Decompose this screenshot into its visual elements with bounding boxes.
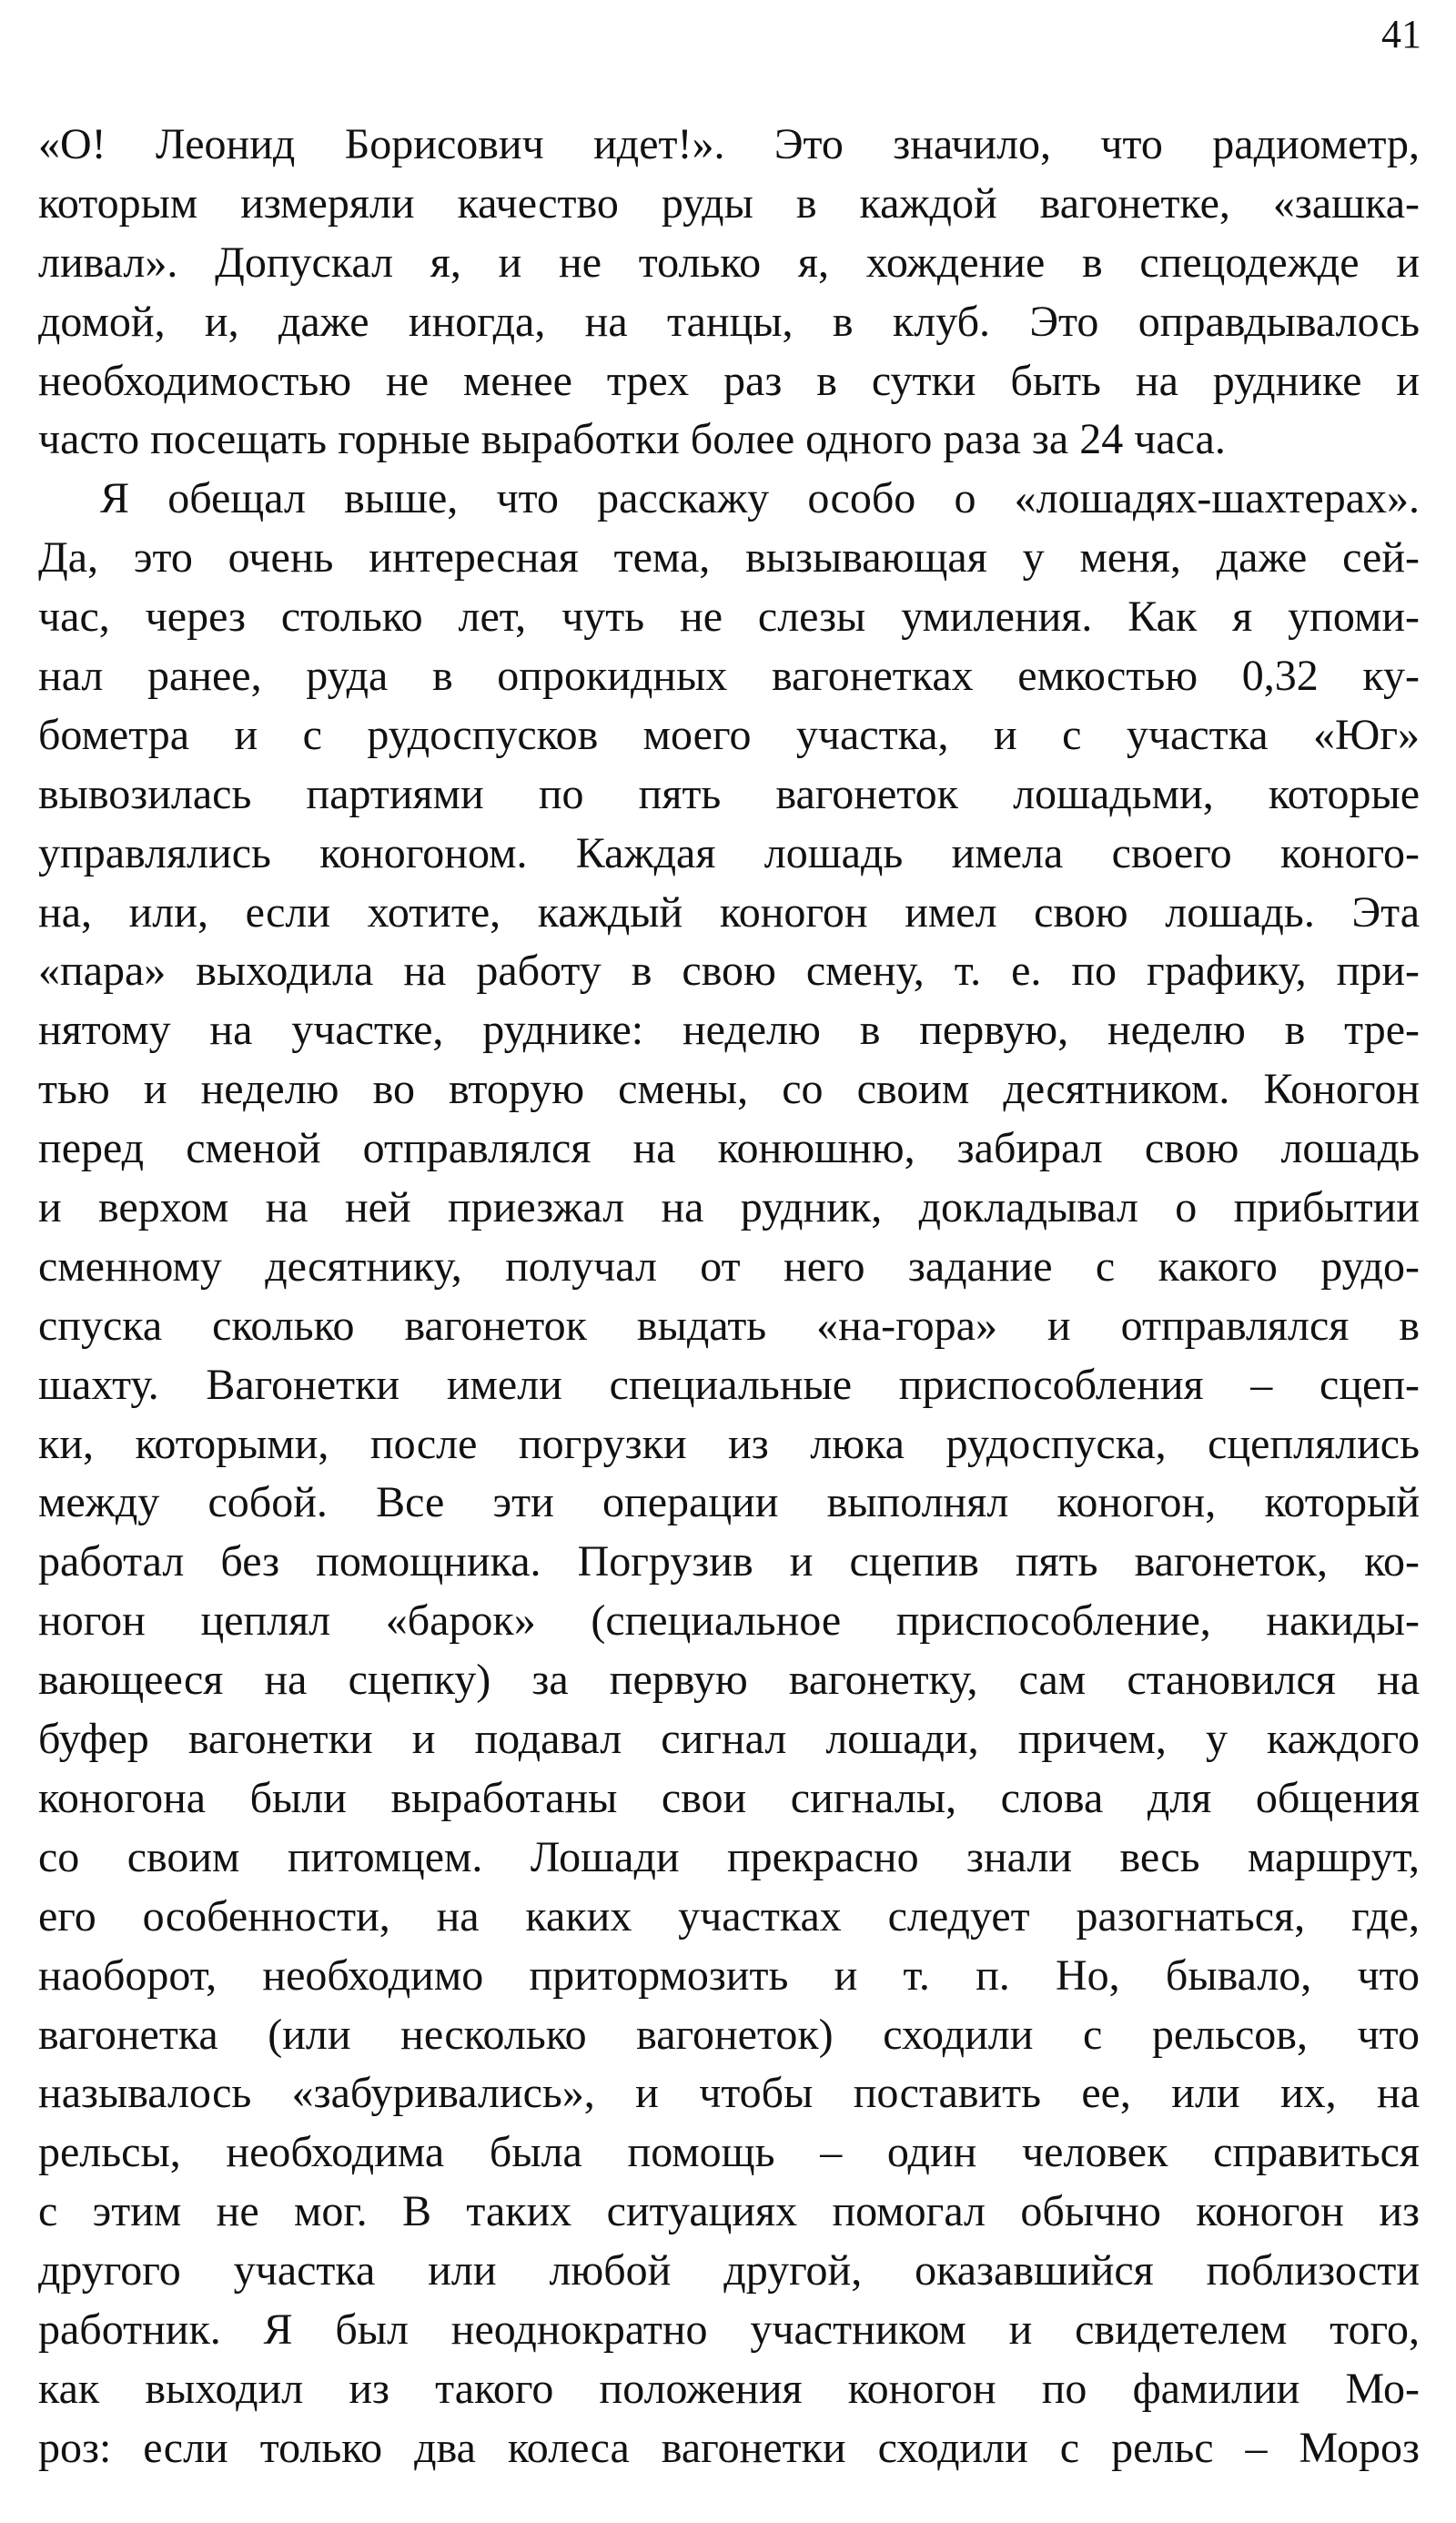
text-line: «О! Леонид Борисович идет!». Это значило, что радиометр, xyxy=(38,120,1420,168)
text-line: шахту. Вагонетки имели специальные приспособления – сцеп- xyxy=(38,1360,1420,1409)
text-line: его особенности, на каких участках следует разогнаться, где, xyxy=(38,1891,1420,1940)
text-line: тью и неделю во вторую смены, со своим десятником. Коногон xyxy=(38,1065,1420,1114)
text-line: вагонетка (или несколько вагонеток) сходили с рельсов, что xyxy=(38,2010,1420,2059)
text-line: которым измеряли качество руды в каждой вагонетке, «зашка- xyxy=(38,178,1420,228)
text-line: вывозилась партиями по пять вагонеток лошадьми, которые xyxy=(38,769,1420,818)
text-line: между собой. Все эти операции выполнял коногон, который xyxy=(38,1478,1420,1527)
text-line: с этим не мог. В таких ситуациях помогал обычно коногон из xyxy=(38,2187,1420,2236)
text-line: работник. Я был неоднократно участником и свидетелем того, xyxy=(38,2305,1420,2354)
text-line: работал без помощника. Погрузив и сцепив пять вагонеток, ко- xyxy=(38,1537,1420,1586)
text-line: и верхом на ней приезжал на рудник, докладывал о прибытии xyxy=(38,1183,1420,1232)
text-line: часто посещать горные выработки более одного раза за 24 часа. xyxy=(38,415,1226,464)
text-line: бометра и с рудоспусков моего участка, и с участка «Юг» xyxy=(38,710,1420,759)
text-line: буфер вагонетки и подавал сигнал лошади, причем, у каждого xyxy=(38,1715,1420,1764)
text-line: домой, и, даже иногда, на танцы, в клуб. Это оправдывалось xyxy=(38,297,1420,346)
text-line: коногона были выработаны свои сигналы, слова для общения xyxy=(38,1773,1420,1822)
text-line: роз: если только два колеса вагонетки сходили с рельс – Мороз xyxy=(38,2423,1420,2472)
text-line: как выходил из такого положения коногон по фамилии Мо- xyxy=(38,2364,1420,2413)
text-line: «пара» выходила на работу в свою смену, т. е. по графику, при- xyxy=(38,947,1420,996)
page-number: 41 xyxy=(1381,12,1421,56)
text-line: на, или, если хотите, каждый коногон имел свою лошадь. Эта xyxy=(38,887,1420,937)
text-line: Я обещал выше, что расскажу особо о «лошадях-шахтерах». xyxy=(100,474,1420,523)
text-line: нал ранее, руда в опрокидных вагонетках емкостью 0,32 ку- xyxy=(38,652,1420,701)
text-line: Да, это очень интересная тема, вызывающая у меня, даже сей- xyxy=(38,533,1420,583)
text-line: ливал». Допускал я, и не только я, хождение в спецодежде и xyxy=(38,238,1420,287)
text-line: перед сменой отправлялся на конюшню, забирал свою лошадь xyxy=(38,1124,1420,1173)
text-line: рельсы, необходима была помощь – один человек справиться xyxy=(38,2128,1420,2177)
text-line: со своим питомцем. Лошади прекрасно знали весь маршрут, xyxy=(38,1832,1420,1881)
text-line: необходимостью не менее трех раз в сутки быть на руднике и xyxy=(38,356,1420,405)
text-line: другого участка или любой другой, оказавшийся поблизости xyxy=(38,2246,1420,2295)
text-line: час, через столько лет, чуть не слезы умиления. Как я упоми- xyxy=(38,593,1420,642)
text-line: ки, которыми, после погрузки из люка рудоспуска, сцеплялись xyxy=(38,1419,1420,1468)
text-line: ногон цеплял «барок» (специальное приспособление, накиды- xyxy=(38,1596,1420,1646)
text-line: наоборот, необходимо притормозить и т. п. Но, бывало, что xyxy=(38,1951,1420,2000)
text-line: нятому на участке, руднике: неделю в первую, неделю в тре- xyxy=(38,1006,1420,1055)
text-line: вающееся на сцепку) за первую вагонетку, сам становился на xyxy=(38,1656,1420,1705)
text-line: спуска сколько вагонеток выдать «на-гора» и отправлялся в xyxy=(38,1301,1420,1350)
text-line: сменному десятнику, получал от него задание с какого рудо- xyxy=(38,1241,1420,1291)
text-line: управлялись коногоном. Каждая лошадь имела своего коного- xyxy=(38,828,1420,877)
text-line: называлось «забуривались», и чтобы поставить ее, или их, на xyxy=(38,2069,1420,2118)
body-text xyxy=(38,116,1420,2478)
